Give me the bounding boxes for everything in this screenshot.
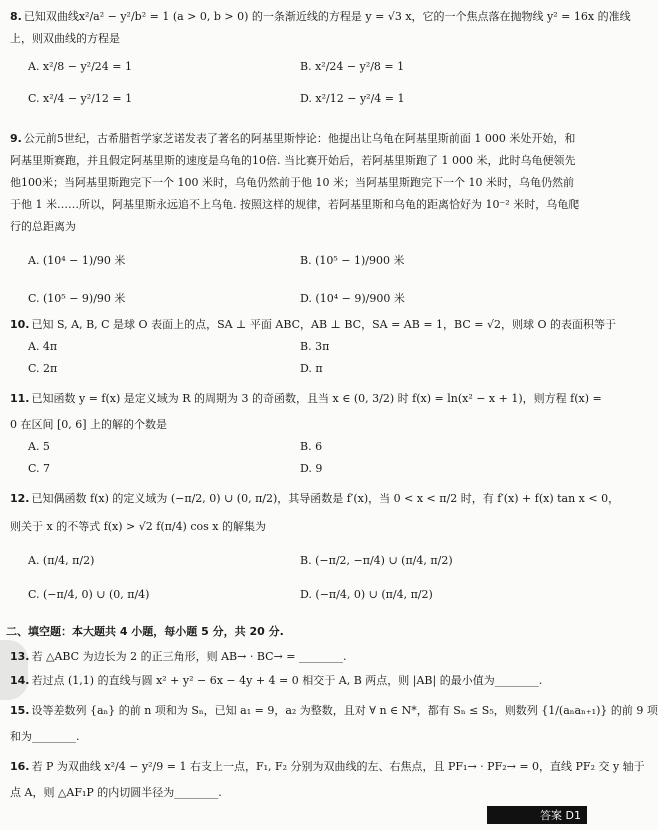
option-c: C. (10⁵ − 9)/90 米 (28, 292, 126, 305)
option-b: B. 6 (300, 440, 323, 453)
question-16-line-2: 点 A，则 △AF₁P 的内切圆半径为________. (10, 786, 222, 799)
question-number: 13. (10, 650, 30, 663)
option-c: C. x²/4 − y²/12 = 1 (28, 92, 133, 105)
options-row (10, 250, 582, 272)
question-13 (10, 646, 582, 668)
question-number: 8. (10, 10, 22, 23)
options-row (10, 436, 582, 458)
question-10 (10, 314, 616, 380)
options-row (10, 458, 582, 480)
options-row (10, 288, 582, 310)
option-c: C. 7 (28, 462, 51, 475)
option-b: B. (10⁵ − 1)/900 米 (300, 254, 405, 267)
question-15-line-1: 15. 设等差数列 {aₙ} 的前 n 项和为 Sₙ，已知 a₁ = 9，a₂ 为整数，且对 ∀ n ∈ N*，都有 Sₙ ≤ S₅，则数列 {1/(aₙaₙ₊₁)} 的前 9 项 (10, 704, 658, 717)
options-row (10, 358, 582, 380)
options-row (10, 88, 582, 110)
question-8-line-1: 8. 已知双曲线x²/a² − y²/b² = 1 (a > 0, b > 0) 的一条渐近线的方程是 y = √3 x，它的一个焦点落在抛物线 y² = 16x 的准线 (10, 10, 631, 23)
question-number: 9. (10, 132, 22, 145)
question-number: 10. (10, 318, 30, 331)
option-b: B. 3π (300, 340, 330, 353)
options-row (10, 336, 582, 358)
options-row (10, 56, 582, 78)
section-heading: 二、填空题：本大题共 4 小题，每小题 5 分，共 20 分. (6, 625, 284, 638)
question-8 (10, 6, 631, 110)
option-d: D. (−π/4, 0) ∪ (π/4, π/2) (300, 588, 433, 601)
option-a: A. (10⁴ − 1)/90 米 (28, 254, 126, 267)
question-number: 16. (10, 760, 30, 773)
question-9-text: 9. 公元前5世纪，古希腊哲学家芝诺发表了著名的阿基里斯悖论：他提出让乌龟在阿基里斯前面 1 000 米处开始，和阿基里斯赛跑，并且假定阿基里斯的速度是乌龟的10倍. 当比赛开始后，若阿基里斯跑了 1 000 米，此时乌龟便领先他100米；当阿基里斯跑完下一个 100 米时，乌龟仍然前于他 10 米；当阿基里斯跑完下一个 10 米时，乌龟仍然前于他 1 米……所以，阿基里斯永远追不上乌龟. 按照这样的规律，若阿基里斯和乌龟的距离恰好为 10⁻² 米时，乌龟爬行的总距离为 (10, 132, 580, 233)
footer-label: 答案 D1 (540, 809, 581, 822)
option-a: A. (π/4, π/2) (28, 554, 95, 567)
option-c: C. (−π/4, 0) ∪ (0, π/4) (28, 588, 150, 601)
option-a: A. 4π (28, 340, 58, 353)
option-c: C. 2π (28, 362, 58, 375)
option-d: D. π (300, 362, 323, 375)
option-d: D. (10⁴ − 9)/900 米 (300, 292, 405, 305)
option-b: B. x²/24 − y²/8 = 1 (300, 60, 405, 73)
question-10-text: 10. 已知 S, A, B, C 是球 O 表面上的点，SA ⊥ 平面 ABC，AB ⊥ BC，SA = AB = 1，BC = √2，则球 O 的表面积等于 (10, 318, 616, 331)
question-15-line-2: 和为________. (10, 730, 80, 743)
question-number: 15. (10, 704, 30, 717)
page-footer (487, 806, 587, 824)
question-9 (10, 128, 582, 310)
options-row (10, 550, 582, 572)
question-number: 11. (10, 392, 30, 405)
question-15 (10, 700, 658, 748)
question-16 (10, 756, 645, 804)
question-12-line-1: 12. 已知偶函数 f(x) 的定义域为 (−π/2, 0) ∪ (0, π/2)，其导函数是 f′(x)，当 0 < x < π/2 时，有 f′(x) + f(x) tan x < 0， (10, 492, 620, 505)
question-14-text: 14. 若过点 (1,1) 的直线与圆 x² + y² − 6x − 4y + 4 = 0 相交于 A, B 两点，则 |AB| 的最小值为________. (10, 674, 543, 687)
question-number: 14. (10, 674, 30, 687)
question-8-line-2: 上，则双曲线的方程是 (10, 32, 120, 45)
option-d: D. x²/12 − y²/4 = 1 (300, 92, 405, 105)
question-16-line-1: 16. 若 P 为双曲线 x²/4 − y²/9 = 1 右支上一点，F₁, F₂ 分别为双曲线的左、右焦点，且 PF₁→ · PF₂→ = 0，直线 PF₂ 交 y 轴于 (10, 760, 645, 773)
option-a: A. 5 (28, 440, 50, 453)
question-12 (10, 488, 620, 606)
question-12-line-2: 则关于 x 的不等式 f(x) > √2 f(π/4) cos x 的解集为 (10, 520, 266, 533)
option-d: D. 9 (300, 462, 323, 475)
options-row (10, 584, 582, 606)
option-b: B. (−π/2, −π/4) ∪ (π/4, π/2) (300, 554, 453, 567)
question-number: 12. (10, 492, 30, 505)
question-11-line-2: 0 在区间 [0, 6] 上的解的个数是 (10, 418, 168, 431)
question-11 (10, 388, 602, 480)
question-11-line-1: 11. 已知函数 y = f(x) 是定义域为 R 的周期为 3 的奇函数，且当 x ∈ (0, 3/2) 时 f(x) = ln(x² − x + 1)，则方程 f(x) = (10, 392, 602, 405)
question-13-text: 13. 若 △ABC 为边长为 2 的正三角形，则 AB→ · BC→ = ________. (10, 650, 347, 663)
question-14 (10, 670, 582, 692)
option-a: A. x²/8 − y²/24 = 1 (28, 60, 133, 73)
